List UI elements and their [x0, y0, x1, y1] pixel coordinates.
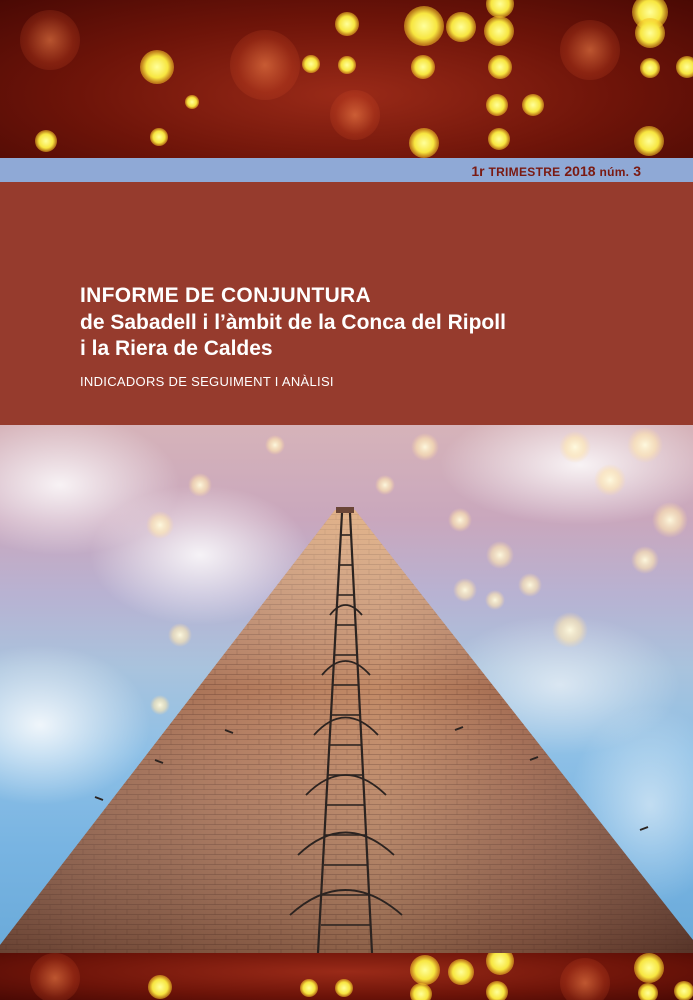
number-label: núm.	[599, 165, 630, 179]
report-title: INFORME DE CONJUNTURA	[80, 284, 371, 307]
bokeh-light	[560, 958, 610, 1000]
bokeh-light	[410, 955, 440, 985]
bokeh-light	[30, 953, 80, 1000]
issue-number: 3	[633, 163, 641, 179]
bokeh-light	[35, 130, 57, 152]
bokeh-light	[411, 55, 435, 79]
bokeh-light	[488, 55, 512, 79]
bokeh-light	[486, 94, 508, 116]
bokeh-light	[484, 16, 514, 46]
chimney-illustration	[0, 425, 693, 953]
bokeh-light	[335, 979, 353, 997]
bokeh-light	[486, 953, 514, 975]
bokeh-light	[638, 983, 658, 1000]
bokeh-light	[148, 975, 172, 999]
bokeh-light	[409, 128, 439, 158]
issue-year: 2018	[564, 163, 596, 179]
bokeh-light	[410, 983, 432, 1000]
bokeh-light	[404, 6, 444, 46]
bokeh-light	[335, 12, 359, 36]
bottom-bokeh-band	[0, 953, 693, 1000]
bokeh-light	[330, 90, 380, 140]
bokeh-light	[446, 12, 476, 42]
top-bokeh-band	[0, 0, 693, 158]
bokeh-light	[185, 95, 199, 109]
trimester-number: 1r	[471, 163, 485, 179]
issue-info	[471, 158, 641, 182]
bokeh-light	[634, 953, 664, 983]
chimney-photo	[0, 425, 693, 953]
bokeh-light	[302, 55, 320, 73]
bokeh-light	[150, 128, 168, 146]
report-title-line-2: de Sabadell i l’àmbit de la Conca del Ripoll	[80, 311, 506, 334]
bokeh-light	[448, 959, 474, 985]
bokeh-light	[522, 94, 544, 116]
bokeh-light	[230, 30, 300, 100]
bokeh-light	[338, 56, 356, 74]
bokeh-light	[140, 50, 174, 84]
bokeh-light	[674, 981, 693, 1000]
issue-strip	[0, 158, 693, 182]
title-panel	[0, 182, 693, 425]
report-subtitle: INDICADORS DE SEGUIMENT I ANÀLISI	[80, 374, 334, 389]
bokeh-light	[300, 979, 318, 997]
bokeh-light	[20, 10, 80, 70]
bokeh-light	[676, 56, 693, 78]
bokeh-light	[486, 981, 508, 1000]
bokeh-light	[634, 126, 664, 156]
bokeh-light	[640, 58, 660, 78]
report-title-line-3: i la Riera de Caldes	[80, 337, 273, 360]
bokeh-light	[488, 128, 510, 150]
bokeh-light	[560, 20, 620, 80]
bokeh-light	[635, 18, 665, 48]
trimester-label: TRIMESTRE	[488, 165, 561, 179]
